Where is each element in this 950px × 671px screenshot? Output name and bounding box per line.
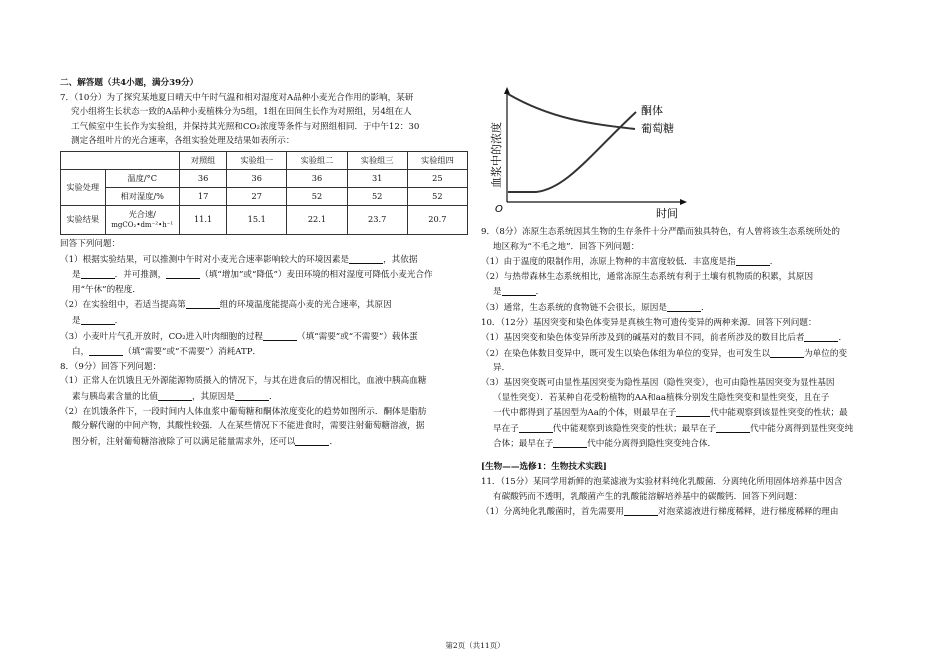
text: ． — [535, 287, 545, 298]
q7-part-3 — [60, 331, 468, 343]
text: （1）基因突变和染色体变异所涉及到的碱基对的数目不同，前者所涉及的数目比后者 — [481, 333, 805, 344]
section-title-elective: [生物——选修1：生物技术实践] — [481, 462, 607, 473]
text: ，其依据 — [383, 254, 418, 265]
table-header-cell: 实验组一 — [227, 151, 287, 169]
q10-part-3: （3）基因突变既可由显性基因突变为隐性基因（隐性突变），也可由隐性基因突变为显性基因 — [481, 377, 835, 388]
answer-blank[interactable] — [186, 299, 220, 309]
section-title: 二、解答题（共4小题，满分39分） — [60, 78, 199, 88]
text: 一代中都得到了基因型为Aa的个体，则最早在子 — [493, 408, 677, 419]
x-axis-label: 时间 — [656, 207, 678, 220]
q10-part-3-l2: （显性突变）．若某种自花受粉植物的AA和aa植株分别发生隐性突变和显性突变，且在子 — [493, 392, 830, 403]
q10-part-2 — [481, 348, 893, 360]
series-label-glucose: 葡萄糖 — [641, 122, 674, 135]
table-cell: 52 — [347, 187, 407, 205]
answer-blank[interactable] — [770, 348, 804, 358]
table-header-cell: 对照组 — [180, 151, 227, 169]
answer-blank[interactable] — [166, 269, 200, 279]
text: ．并可推测， — [114, 270, 167, 281]
table-cell: 36 — [287, 169, 347, 187]
answer-blank[interactable] — [667, 302, 701, 312]
text: ． — [700, 302, 710, 313]
table-cell: 25 — [407, 169, 467, 187]
q7-stem-1: 7．（10分）为了探究某地夏日晴天中午时气温和相对湿度对A品种小麦光合作用的影响，某研 — [60, 92, 414, 103]
left-column — [60, 78, 468, 451]
q7-part-1 — [60, 254, 468, 266]
table-label-unit: mgCO₂•dm⁻²•h⁻¹ — [111, 220, 174, 229]
table-cell: 15.1 — [227, 205, 287, 234]
table-cell: 36 — [180, 169, 227, 187]
q9-part-2: （2）与热带森林生态系统相比，通常冻原生态系统有利于土壤有机物质的积累，其原因 — [481, 271, 814, 282]
answer-blank[interactable] — [502, 286, 536, 296]
q9-part-1 — [481, 256, 893, 268]
text: 是 — [72, 315, 81, 326]
text: 代中能观察到该显性突变的性状；最 — [710, 408, 848, 419]
q7-part-1-end: 用“午休”的程度． — [72, 284, 141, 295]
q11-line-2: 有碳酸钙而不透明，乳酸菌产生的乳酸能溶解培养基中的碳酸钙．回答下列问题： — [493, 491, 803, 502]
table-header-cell — [61, 151, 106, 169]
q10-part-3-l4 — [481, 423, 893, 435]
q10-part-3-l3 — [481, 407, 893, 419]
q7-part-2 — [60, 299, 468, 311]
table-header-cell: 实验组三 — [347, 151, 407, 169]
q10-stem: 10．（12分）基因突变和染色体变异是真核生物可遗传变异的两种来源．回答下列问题： — [481, 317, 817, 328]
text: ． — [769, 257, 779, 268]
table-cell: 23.7 — [347, 205, 407, 234]
answer-blank[interactable] — [716, 423, 750, 433]
q8-part-1-cont — [60, 391, 468, 403]
text: 代中能观察到该隐性突变的性状；最早在子 — [552, 423, 717, 434]
q7-after: 回答下列问题： — [60, 238, 121, 249]
text: 图分析，注射葡萄糖溶液除了可以满足能量需求外，还可以 — [72, 436, 296, 447]
text: （1）分离纯化乳酸菌时，首先需要用 — [481, 507, 624, 518]
text: （填“增加”或“降低”）麦田环境的相对湿度可降低小麦光合作 — [200, 270, 433, 281]
text: （填“需要”或“不需要”）消耗ATP． — [123, 347, 262, 358]
text: ，其原因是 — [191, 391, 235, 402]
table-header-cell: 实验组二 — [287, 151, 347, 169]
answer-blank[interactable] — [158, 391, 192, 401]
table-row — [61, 187, 468, 205]
q9-stem-2: 地区称为“不毛之地”．回答下列问题： — [493, 241, 640, 252]
page-footer: 第2页（共11页） — [445, 641, 505, 650]
text: （填“需要”或“不需要”）载体蛋 — [297, 331, 418, 342]
q9-part-2-cont — [481, 286, 893, 298]
text: 早在子 — [493, 423, 519, 434]
table-cell: 31 — [347, 169, 407, 187]
table-label-line: 光合速/ — [128, 208, 156, 219]
answer-blank[interactable] — [235, 391, 269, 401]
q8-part-1: （1）正常人在饥饿且无外源能源物质摄入的情况下，与其在进食后的情况相比，血液中胰高血糖 — [60, 376, 427, 387]
table-cell: 27 — [227, 187, 287, 205]
answer-blank[interactable] — [81, 269, 115, 279]
q7-stem-3: 工气候室中生长作为实验组，并保持其光照和CO₂浓度等条件与对照组相同．于中午12：30 — [71, 121, 420, 132]
q8-part-2-cont: 酸分解代谢的中间产物，其酸性较强．人在某些情况下不能进食时，需要注射葡萄糖溶液，据 — [72, 421, 425, 432]
q10-part-3-l5 — [481, 438, 893, 450]
answer-blank[interactable] — [263, 331, 297, 341]
text: （1）根据实验结果，可以推测中午时对小麦光合速率影响较大的环境因素是 — [60, 254, 350, 265]
concentration-chart — [481, 84, 701, 222]
table-row — [61, 205, 468, 234]
text: 是 — [72, 270, 81, 281]
q9-part-3 — [481, 302, 893, 314]
text: 白， — [72, 347, 90, 358]
origin-label: O — [495, 204, 503, 215]
right-column — [481, 227, 893, 522]
answer-blank[interactable] — [736, 256, 770, 266]
table-header-row — [61, 151, 468, 169]
q9-stem-1: 9．（8分）冻原生态系统因其生物的生存条件十分严酷而独具特色，有人曾将该生态系统所处的 — [481, 227, 840, 237]
answer-blank[interactable] — [519, 423, 553, 433]
series-line-glucose — [508, 94, 635, 129]
text: （2）在染色体数目变异中，既可发生以染色体组为单位的变异，也可发生以 — [481, 348, 771, 359]
q7-part-3-cont — [60, 346, 468, 358]
q7-part-1-cont — [60, 269, 468, 281]
y-axis-arrow — [504, 87, 510, 94]
text: 代中能分离得到显性突变纯 — [750, 423, 854, 434]
table-cell: 17 — [180, 187, 227, 205]
answer-blank[interactable] — [295, 436, 329, 446]
series-label-ketone: 酮体 — [641, 104, 663, 117]
q8-part-2: （2）在饥饿条件下，一段时间内人体血浆中葡萄糖和酮体浓度变化的趋势如图所示．酮体是脂肪 — [60, 406, 427, 417]
text: （3）通常，生态系统的食物链不会很长，原因是 — [481, 302, 667, 313]
q7-table — [60, 151, 468, 235]
answer-blank[interactable] — [349, 254, 383, 264]
table-group-cell: 实验处理 — [61, 169, 106, 205]
answer-blank[interactable] — [676, 407, 710, 417]
table-header-cell — [105, 151, 180, 169]
answer-blank[interactable] — [81, 315, 115, 325]
x-axis-arrow — [680, 199, 687, 205]
table-cell: 36 — [227, 169, 287, 187]
text: 合体；最早在子 — [493, 439, 554, 450]
q8-part-2-end — [60, 436, 468, 448]
q11-part-1 — [481, 506, 893, 518]
text: 代中能分离得到隐性突变纯合体． — [587, 439, 717, 450]
answer-blank[interactable] — [624, 506, 658, 516]
table-header-cell: 实验组四 — [407, 151, 467, 169]
text: 组的环境温度能提高小麦的光合速率，其原因 — [219, 300, 392, 311]
text: ． — [838, 333, 848, 344]
text: ． — [329, 436, 339, 447]
answer-blank[interactable] — [804, 332, 838, 342]
text: 对泡菜滤液进行梯度稀释，进行梯度稀释的理由 — [657, 507, 839, 518]
table-cell: 11.1 — [180, 205, 227, 234]
text: 是 — [493, 287, 502, 298]
table-cell: 22.1 — [287, 205, 347, 234]
table-label-cell: 相对湿度/% — [105, 187, 180, 205]
table-group-cell: 实验结果 — [61, 205, 106, 234]
text: ． — [114, 315, 124, 326]
text: 素与胰岛素含量的比值 — [72, 391, 158, 402]
q8-stem: 8．（9分）回答下列问题： — [60, 361, 162, 372]
table-cell: 20.7 — [407, 205, 467, 234]
table-cell: 52 — [407, 187, 467, 205]
series-line-ketone — [508, 112, 636, 192]
q11-line-1: 11．（15分）某同学用新鲜的泡菜滤液为实验材料纯化乳酸菌．分离纯化所用固体培养基中因含 — [481, 476, 843, 487]
q10-part-1 — [481, 332, 893, 344]
answer-blank[interactable] — [553, 438, 587, 448]
text: 为单位的变 — [804, 348, 848, 359]
text: （2）在实验组中，若适当提高第 — [60, 300, 186, 311]
q7-stem-4: 测定各组叶片的光合速率，各组实验处理及结果如表所示： — [71, 136, 295, 147]
table-row — [61, 169, 468, 187]
y-axis-label: 血浆中的浓度 — [490, 122, 503, 188]
text: （1）由于温度的限制作用，冻原上物种的丰富度较低．丰富度是指 — [481, 257, 736, 268]
q7-part-2-cont — [60, 315, 468, 327]
q10-part-2-end: 异． — [493, 363, 511, 374]
q7-stem-2: 究小组将生长状态一致的A品种小麦植株分为5组，1组在田间生长作为对照组，另4组在人 — [71, 107, 412, 118]
text: （3）小麦叶片气孔开放时，CO₂进入叶肉细胞的过程 — [60, 331, 264, 342]
table-cell: 52 — [287, 187, 347, 205]
text: ． — [268, 391, 278, 402]
table-label-cell — [105, 205, 180, 234]
table-label-cell: 温度/°C — [105, 169, 180, 187]
answer-blank[interactable] — [89, 346, 123, 356]
